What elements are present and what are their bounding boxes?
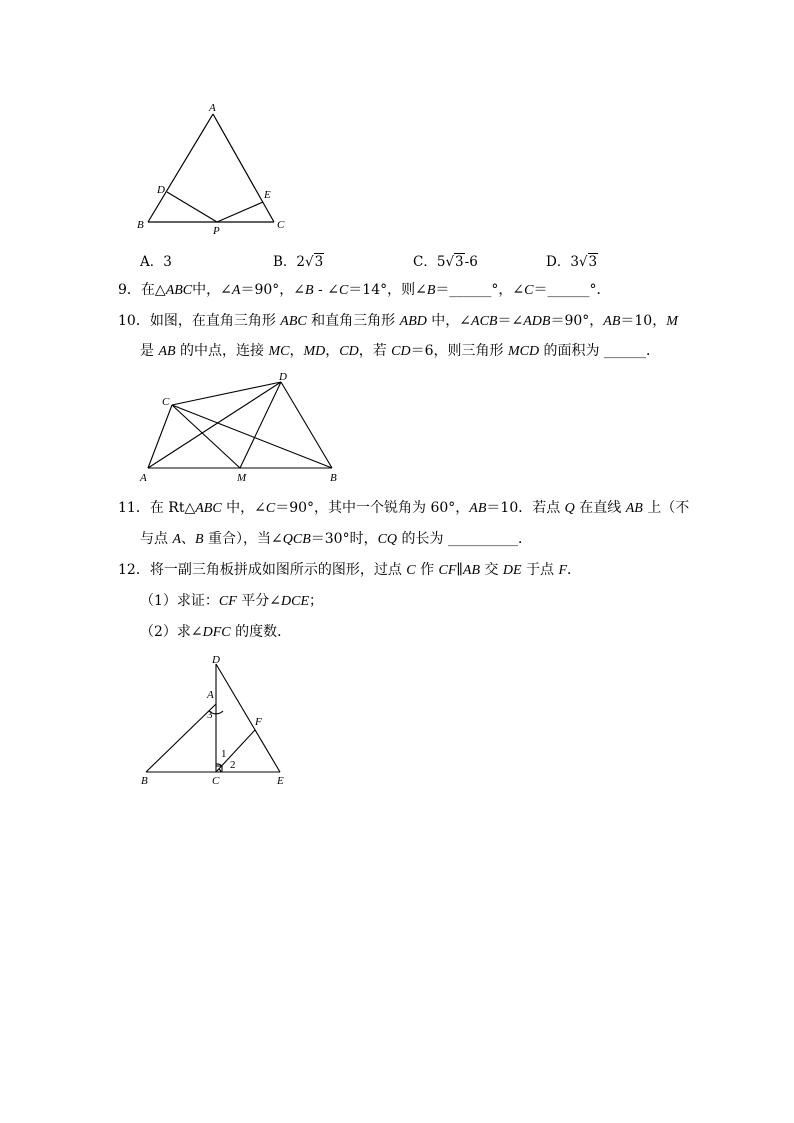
segment-ca bbox=[148, 405, 172, 468]
label-m: M bbox=[237, 472, 247, 484]
sqrt-symbol: √3 bbox=[445, 254, 464, 270]
label-c: C bbox=[277, 219, 285, 231]
segment-dp bbox=[167, 192, 217, 222]
label-p: P bbox=[213, 225, 220, 237]
question-11-line-1: 11．在 Rt△ABC 中，∠C＝90°，其中一个锐角为 60°，AB＝10．若点 Q 在直线 AB 上（不 bbox=[118, 500, 690, 516]
label-angle-3: 3 bbox=[207, 709, 213, 721]
figure-q12 bbox=[130, 652, 300, 792]
question-11-line-2: 与点 A、B 重合），当∠QCB＝30°时，CQ 的长为 __________． bbox=[140, 531, 532, 547]
label-e: E bbox=[277, 775, 284, 787]
segment-cd bbox=[172, 382, 281, 405]
segment-ac bbox=[213, 114, 274, 222]
label-d: D bbox=[279, 371, 287, 383]
label-a: A bbox=[207, 689, 214, 701]
segment-ep bbox=[217, 202, 263, 222]
segment-db bbox=[281, 382, 332, 468]
label-c: C bbox=[212, 775, 220, 787]
q8-option-a: A．3 bbox=[140, 254, 172, 270]
label-b: B bbox=[141, 775, 148, 787]
label-c: C bbox=[162, 396, 170, 408]
label-d: D bbox=[212, 654, 220, 666]
segment-cm bbox=[172, 405, 240, 468]
label-b: B bbox=[137, 219, 144, 231]
label-a: A bbox=[140, 472, 147, 484]
segment-ab bbox=[148, 114, 213, 222]
label-angle-2: 2 bbox=[230, 759, 236, 771]
label-d: D bbox=[157, 184, 165, 196]
figure-q10 bbox=[130, 370, 350, 485]
question-10-line-2: 是 AB 的中点，连接 MC，MD，CD，若 CD＝6，则三角形 MCD 的面积为 ______． bbox=[140, 343, 660, 359]
question-12-subquestion-2: （2）求∠DFC 的度数． bbox=[140, 624, 292, 640]
question-12-subquestion-1: （1）求证：CF 平分∠DCE； bbox=[140, 593, 323, 609]
q8-option-d: D．3√3 bbox=[546, 254, 598, 270]
q8-option-c: C．5√3-6 bbox=[413, 254, 478, 270]
label-b: B bbox=[330, 472, 337, 484]
segment-ba bbox=[146, 704, 216, 772]
label-a: A bbox=[209, 102, 216, 114]
sqrt-symbol: √3 bbox=[578, 254, 598, 270]
figure-q8-triangle bbox=[130, 100, 300, 240]
label-angle-1: 1 bbox=[221, 748, 227, 760]
sqrt-symbol: √3 bbox=[305, 254, 324, 270]
q8-option-b: B．2√3 bbox=[273, 254, 324, 270]
label-f: F bbox=[255, 716, 262, 728]
question-9: 9．在△ABC中，∠A＝90°，∠B - ∠C＝14°，则∠B＝______°，∠C＝______°． bbox=[118, 282, 611, 298]
question-10-line-1: 10．如图，在直角三角形 ABC 和直角三角形 ABD 中，∠ACB＝∠ADB＝90°，AB＝10，M bbox=[118, 313, 678, 329]
question-12-line-1: 12．将一副三角板拼成如图所示的图形，过点 C 作 CF∥AB 交 DE 于点 F． bbox=[118, 562, 582, 578]
label-e: E bbox=[264, 189, 271, 201]
